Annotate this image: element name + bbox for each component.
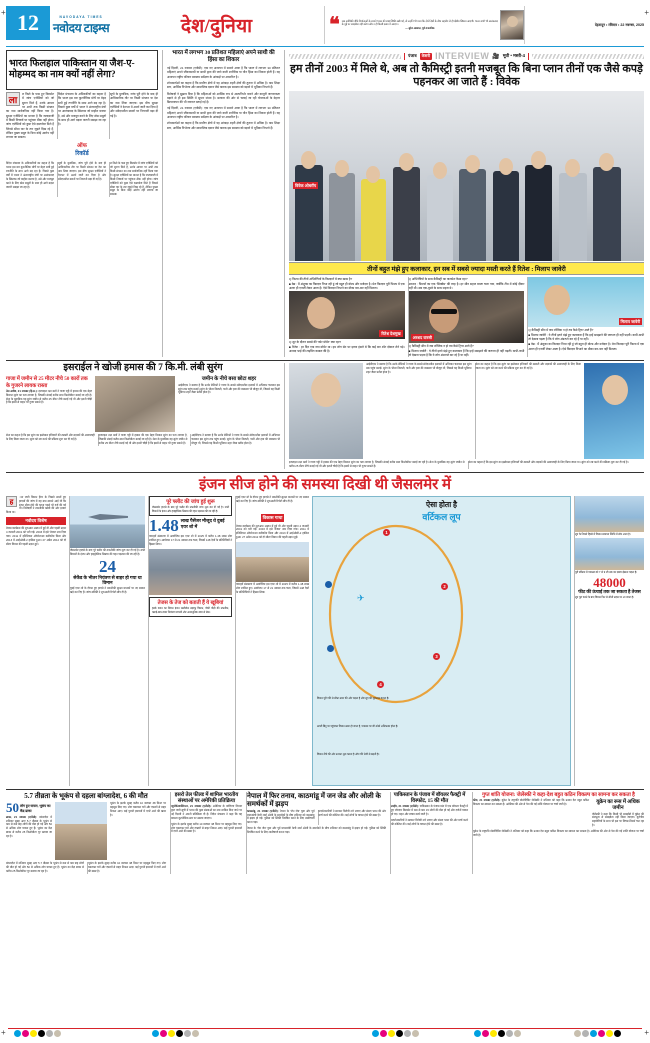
loop-step-6: 6	[325, 581, 332, 588]
logo-english-name: NAVODAYA TIMES	[59, 14, 103, 19]
story-pakistan	[390, 792, 468, 874]
off-record-logo	[6, 141, 158, 160]
tejas-features-box	[149, 597, 232, 617]
interview-banner	[289, 50, 644, 62]
middle-body-4: नई दिल्ली, 21 नवम्बर (एजेंसी): एक नए अध्ययन में सामने आया है कि भारत में लगभग 30 प्रतिशत महिलाएं अपने जीवनसाथी या साथी द्वारा की जाने वाली शारीरिक या यौन हिंसा का शिकार होती हैं। यह अध्ययन राष्ट्रीय परिवार स्वास्थ्य सर्वेक्षण के आंकड़ों पर आधारित है।	[167, 106, 280, 120]
portrait-milap	[528, 277, 644, 327]
left-headline: भारत फिलहाल पाकिस्तान या जैश-ए-मोहम्मद का नाम क्यों नहीं लेगा?	[9, 58, 135, 80]
stat-148-value: 1.48	[149, 516, 179, 536]
loop-title-2: वर्टिकल लूप	[422, 511, 461, 522]
left-extra-2: सूत्रों के मुताबिक, जांच पूरी होने के बाद ही आधिकारिक तौर पर किसी संगठन या देश का नाम लिया जाएगा। इस बीच सुरक्षा एजेंसियों ने देशभर में अलर्ट जारी कर दिया है और संवेदनशील स्थानों पर निगरानी बढ़ा दी गई है।	[57, 162, 106, 197]
registration-cross-left: +	[1, 1028, 6, 1037]
editorial-quote	[324, 6, 524, 44]
left-body-1: ल किले के पास हुए विस्फोट में जांच एजेंसियों को जो सुराग मिले हैं, उनके आधार पर अभी तक किसी संगठन का नाम सार्वजनिक नहीं किया गया है। सुरक्षा एजेंसियों का मानना है कि जल्दबाजी में किसी निष्कर्ष पर पहुंचना ठीक नहीं होगा। जांच एजेंसियों को कुछ ऐसे दस्तावेज मिले हैं जिनसे सीमा पार के तार जुड़ते दिख रहे हैं, लेकिन पुख्ता सबूत के बिना कोई आरोप नहीं लगाया जा सकता।	[6, 92, 54, 140]
qa-3-q: Q कैमिस्ट्री सीन में जब लॉजिक न हो तब कैसे ट्रिगर आते हैं?	[408, 344, 474, 349]
bottom-divider	[6, 789, 644, 790]
middle-body-3: विशेषज्ञों ने सुझाव दिया है कि महिलाओं को आर्थिक रूप से आत्मनिर्भर बनाने और कानूनी जागरूकता बढ़ाने से ही इस स्थिति में सुधार संभव है। सरकार की ओर से चलाई जा रही योजनाओं के बेहतर क्रियान्वयन की भी जरूरत बताई गई है।	[167, 91, 280, 105]
sunglasses-icon	[431, 309, 457, 314]
vikas-gatha-title: विकास गाथा	[262, 514, 283, 520]
caption-arshad: अरशद वारसी	[412, 334, 432, 340]
zelensky-body-3: यूक्रेन के राष्ट्रपति वोलोदिमिर जेलेंस्की ने शनिवार को कहा कि उनका देश बहुत कठिन विकल्प का सामना कर सकता है। अमेरिका की ओर से पेश की गई शांति योजना पर चर्चा जारी है।	[473, 830, 644, 837]
top-section	[6, 50, 644, 357]
caption-milap: मिलाप जावेरी	[620, 318, 641, 324]
left-extra-3: ल किले के पास हुए विस्फोट में जांच एजेंसियों को जो सुराग मिले हैं, उनके आधार पर अभी तक किसी संगठन का नाम सार्वजनिक नहीं किया गया है। सुरक्षा एजेंसियों का मानना है कि जल्दबाजी में किसी निष्कर्ष पर पहुंचना ठीक नहीं होगा। जांच एजेंसियों को कुछ ऐसे दस्तावेज मिले हैं जिनसे सीमा पार के तार जुड़ते दिख रहे हैं, लेकिन पुख्ता सबूत के बिना कोई आरोप नहीं लगाया जा सकता।	[110, 162, 158, 197]
interview-group-photo	[289, 91, 644, 261]
loop-step-1: 1	[383, 529, 390, 536]
loop-side-text-2: पूरी प्रक्रिया में पायलट को 7 से 9 जी तक का दबाव झेलना पड़ता है।	[575, 571, 638, 575]
registration-bar	[0, 1028, 650, 1039]
info-col2-body: जैसलमेर हादसे के बाद पूरे फ्लीट की तकनीकी जांच शुरू कर दी गई है। सभी विमानों के इंजन और हाइड्रोलिक सिस्टम की गहन पड़ताल की जा रही है।	[70, 548, 145, 556]
banner-tag-punjab: पंजाब	[408, 53, 417, 58]
loop-side-text-3: लूप पूरा करने के बाद विमान फिर से सीधी उड़ान पर आ जाता है।	[575, 595, 634, 599]
info-col-1	[6, 496, 66, 786]
loop-step-4: 4	[377, 681, 384, 688]
israel-dateline: तेल अवीव, 21 नवम्बर (हि.स.):	[6, 389, 38, 393]
masthead-rule	[6, 46, 644, 47]
story-nepal	[246, 792, 386, 874]
info-col4-body: दुबई एयर शो के दौरान हुए हादसे ने तकनीकी सुरक्षा मानकों पर नए सवाल खड़े कर दिए हैं। जांच समिति ने शुरुआती रिपोर्ट सौंप दी है।	[236, 495, 309, 503]
qa-2-q: Q अभिनेत्रियों के साथ कैमिस्ट्री का तालमेल कैसा रहा?	[408, 277, 468, 282]
info-intro: ाल जारी विमान हैंगर के पिछले सालों हुए हादसों की जांच में यह बात सामने आई थी कि इंजन सीज होने की घटना पहले भी दर्ज की गई थी। विशेषज्ञों ने तकनीकी खामी की ओर इशारा किया था।	[6, 495, 66, 515]
qa-2-a: अरशद : फिल्मों का एक 'सिक्वेंस' की तरह है। हर सीन सहज बनता चला गया, क्योंकि टीम में कोई दीवार नहीं थी। सब एक-दूसरे के साथ सहज थे।	[408, 281, 525, 290]
interview-headline: हम तीनों 2003 में मिले थे, अब तो कैमिस्ट्री इतनी मजबूत कि बिना प्लान तीनों एक जैसे कपड़े पहनकर आ जाते हैं : विवेक	[290, 63, 643, 89]
left-extra-1: विदेश मंत्रालय के अधिकारियों का कहना है कि भारत इस बार कूटनीतिक मोर्चे पर बेहद सधी हुई रणनीति के साथ आगे बढ़ रहा है। पिछले कुछ वर्षों में भारत ने अंतरराष्ट्रीय मंचों पर आतंकवाद के खिलाफ जो माहौल बनाया है, उसे और मजबूत करने के लिए ठोस सबूतों के साथ ही आगे बढ़ना जरूरी समझा जा रहा है।	[6, 162, 54, 189]
qa-col-1	[289, 277, 405, 357]
stat-148-label: लाख पैसेंजर मौजूद थे दुबई एयर शो में	[180, 518, 225, 529]
info-col-6	[574, 496, 644, 786]
airshow-photo-2	[236, 542, 309, 582]
banner-bar-right	[528, 53, 529, 60]
isro-body: अमेरिका के वाणिज्य विभाग द्वारा जारी सूची में भारत की कुछ संस्थाओं का नाम शामिल किए जाने पर नई दिल्ली ने अपनी प्रतिक्रिया दी है। विदेश मंत्रालय ने कहा कि यह मामला कूटनीतिक स्तर पर उठाया जाएगा।	[171, 805, 243, 820]
loop-step-text-2: ऊपरी बिंदु पर पहुंचकर विमान उल्टा हो जाता है, पायलट पर जी-फोर्स अधिकतम होता है।	[317, 724, 399, 728]
loop-step-5: 5	[327, 645, 334, 652]
israel-story	[6, 363, 280, 469]
pakistan-dateline: लाहौर, 21 नवम्बर (एजेंसी):	[391, 805, 419, 809]
infographic-body	[6, 496, 644, 786]
zelensky-dateline: कीव, 21 नवम्बर (एजेंसी):	[473, 799, 501, 803]
jet-silhouette-icon	[88, 514, 128, 520]
qa-col-2	[408, 277, 525, 357]
logo-hindi-name: नवोदय टाइम्स	[53, 20, 110, 35]
bangladesh-body-4: भूकंप के झटके सुबह करीब 10 बजकर 38 मिनट पर महसूस किए गए। लोग घबराकर घरों और दफ्तरों से बाहर निकल आए। कई पुरानी इमारतों में दरारें आने की खबर है।	[88, 862, 166, 874]
fighter-jet-photo	[70, 496, 145, 548]
loop-side-text-1: लूप के निचले हिस्से में विमान सामान्य स्थिति में लौट आता है।	[575, 532, 631, 536]
banner-bar-left	[404, 53, 405, 60]
interview-yellow-strip: तीनों बहुत मंझे हुए कलाकार, इन सब में सबसे ज्यादा मस्ती करते हैं रितेश : मिलाप जावेरी	[289, 262, 644, 275]
info-col-3	[148, 496, 232, 786]
info-col1-more: तेजस कार्यक्रम की शुरुआत 1983 में हुई थी और पहली उड़ान 4 जनवरी 2001 को भरी गई। 2003 में इसे 'तेजस' नाम दिया गया। 2011 में इनिशियल ऑपरेशनल क्लीयरेंस मिला और 2013 में आईओसी-2 हासिल हुआ। 27 अप्रैल 2012 को दो सीटर विमान की पहली उड़ान हुई।	[6, 527, 66, 546]
zelensky-kicker: गुप्त शांति योजना: जेलेंस्की ने कहा-देश बहुत कठिन विकल्प का सामना कर सकता है	[482, 791, 635, 798]
left-headline-box	[6, 50, 158, 90]
cmyk-group-3	[372, 1030, 419, 1037]
middle-body-1: नई दिल्ली, 21 नवम्बर (एजेंसी): एक नए अध्ययन में सामने आया है कि भारत में लगभग 30 प्रतिशत महिलाएं अपने जीवनसाथी या साथी द्वारा की जाने वाली शारीरिक या यौन हिंसा का शिकार होती हैं। यह अध्ययन राष्ट्रीय परिवार स्वास्थ्य सर्वेक्षण के आंकड़ों पर आधारित है।	[167, 65, 280, 79]
qa-0-q: Q फिल्म की तीनों अभिनेत्रियों के किरदारों में क्या खास है?	[289, 277, 353, 282]
middle-body-5: शोधकर्ताओं का कहना है कि ग्रामीण क्षेत्रों में यह आंकड़ा शहरी क्षेत्रों की तुलना में अधिक है। कम शिक्षा स्तर, आर्थिक निर्भरता और सामाजिक दबाव जैसे कारक इस समस्या को बढ़ाने में भूमिका निभाते हैं।	[167, 121, 280, 130]
tejas-features-text: हल्के वजन का सिंगल इंजन मल्टीरोल लड़ाकू विमान, चौथी पीढ़ी की तकनीक, फ्लाई-बाय-वायर नियंत्रण प्रणाली और अत्याधुनिक रडार से लैस।	[152, 607, 229, 614]
qa-col-3	[527, 277, 644, 357]
infographic-headline: इंजन सीज होने की समस्या दिखी थी जैसलमेर में	[198, 476, 452, 493]
zelensky-headline	[473, 792, 644, 798]
fleet-check-text: जैसलमेर हादसे के बाद पूरे फ्लीट की तकनीकी जांच शुरू कर दी गई है। सभी विमानों के इंजन और हाइड्रोलिक सिस्टम की गहन पड़ताल की जा रही है।	[152, 506, 229, 513]
israel-section	[6, 363, 644, 469]
israel-side-body-1: आईडीएफ ने बताया है कि उनके सैनिकों ने गाजा के सबसे संवेदनशील इलाकों में अभियान चलाकर इस सुरंग तक पहुंच बनाई। सुरंग के भीतर बिजली, पानी और हवा की व्यवस्था भी मौजूद थी, जिससे यह किसी भूमिगत शहर जैसा प्रतीत होता है।	[366, 363, 472, 374]
portrait-ritesh	[289, 291, 405, 339]
left-body-3: सूत्रों के मुताबिक, जांच पूरी होने के बाद ही आधिकारिक तौर पर किसी संगठन या देश का नाम लिया जाएगा। इस बीच सुरक्षा एजेंसियों ने देशभर में अलर्ट जारी कर दिया है और संवेदनशील स्थानों पर निगरानी बढ़ा दी गई है।	[110, 92, 158, 118]
quote-text: जब अमेरिकी नीति निर्माताओं के सामने भारत की स्पष्ट स्थिति रखी गई, तो उन्होंने भी माना कि दोनों देशों के बीच सहयोग से ही क्षेत्रीय स्थिरता आएगी। भारत कभी भी आतंकवाद के मुद्दे पर समझौता नहीं करेगा और न ही किसी दबाव में आएगा।	[341, 19, 498, 26]
caption-vivek: विवेक ओबरॉय	[295, 182, 317, 188]
off-record-line1: ऑफ	[77, 143, 87, 150]
loop-step-text-1: विमान पूरी गति से सीधा ऊपर की ओर चढ़ता है और लूप की शुरुआत करता है।	[317, 696, 390, 700]
bangladesh-body-3: बांग्लादेश में शनिवार सुबह आए 5.7 तीव्रता के भूकंप से कम से कम छह लोगों की मौत हो गई और 50 से अधिक लोग घायल हुए हैं। भूकंप का केंद्र ढाका से करीब 25 किलोमीटर दूर बताया जा रहा है।	[6, 862, 84, 874]
left-body-2: विदेश मंत्रालय के अधिकारियों का कहना है कि भारत इस बार कूटनीतिक मोर्चे पर बेहद सधी हुई रणनीति के साथ आगे बढ़ रहा है। पिछले कुछ वर्षों में भारत ने अंतरराष्ट्रीय मंचों पर आतंकवाद के खिलाफ जो माहौल बनाया है, उसे और मजबूत करने के लिए ठोस सबूतों के साथ ही आगे बढ़ना जरूरी समझा जा रहा है।	[58, 92, 106, 127]
loop-photo-2	[575, 538, 644, 570]
bangladesh-photo	[55, 802, 107, 860]
info-dropcap: ह	[6, 496, 17, 507]
qa-0-a: ■ वेद्य : मैं अंशुका का किरदार निभा रही हूं जो बहुत ही बोल्ड और मजेदार है। मेरा किरदार पूरी फिल्म में एक अलग ही एनर्जी लेकर आता है। ऐसे किरदार निभाने का मौका बार-बार नहीं मिलता।	[289, 281, 405, 290]
banner-interview-word: INTERVIEW	[435, 51, 490, 61]
banner-hatch-left	[289, 54, 401, 59]
bangladesh-stat-label: लोग हुए घायल, भूकंप का केंद्र ढाका	[20, 804, 51, 813]
qa-1-a: ■ रितेश : हर दिन एक नया मोमेंट था। हम लोग सेट पर इतना हंसते थे कि कई बार शॉट दोबारा लेने पड़े। अरशद भाई की टाइमिंग कमाल की है।	[289, 344, 405, 353]
side-portrait-2	[584, 363, 644, 459]
left-dropcap: ला	[6, 92, 20, 106]
qa-3-a: ■ मिलाप जावेरी : ये तीनों इतने मंझे हुए कलाकार हैं कि इन्हें समझाने की जरूरत ही नहीं पड़ती। कभी-कभी तो देखना पड़ता है कि ये लोग अंडरप्ले कर रहे हैं या नहीं।	[408, 348, 525, 357]
isro-headline: इसरो तेल फील्ड में शामिल भारतीय संस्थाओं पर अमेरिकी प्रतिक्रिया	[174, 791, 239, 805]
columnist-photo	[500, 10, 524, 40]
video-camera-icon: 🎥	[492, 53, 500, 60]
israel-side-body-4: सेना का कहना है कि इस सुरंग का इस्तेमाल हथियारों की तस्करी और लड़ाकों की आवाजाही के लिए किया जाता था। सुरंग को नष्ट करने की प्रक्रिया शुरू कर दी गई है।	[468, 461, 645, 469]
stat-24-label: सेकेंड के भीतर नियंत्रण से बाहर हो गया था विमान	[73, 574, 142, 586]
infographic-header	[6, 473, 644, 494]
qa-3b-q: Q कैमिस्ट्री सीन में जब लॉजिक न हो तब कैसे ट्रिगर आते हैं?	[528, 328, 594, 333]
israel-divider	[6, 360, 644, 361]
interview-section	[284, 50, 644, 357]
israel-body-4: इजराइल रक्षा बलों ने गाजा पट्टी में हमास की एक बेहद विशाल सुरंग का पता लगाया है, जिसकी लंबाई करीब सात किलोमीटर बताई जा रही है। सेना के मुताबिक यह सुरंग जमीन से करीब 25 मीटर नीचे बनाई गई थी और इतनी चौड़ी है कि इसमें से वाहन भी गुजर सकते हैं।	[98, 434, 188, 446]
section-title	[109, 6, 324, 44]
bangladesh-stat-value: 50	[6, 800, 19, 816]
loop-jet-icon: ✈	[357, 592, 365, 603]
bangladesh-headline: 5.7 तीव्रता के भूकंप से दहला बांग्लादेश, 6 की मौत	[24, 791, 148, 800]
israel-headline: इसराईल ने खोजी हमास की 7 कि.मी. लंबी सुरंग	[63, 363, 223, 374]
pakistan-body: पाकिस्तान के पंजाब प्रांत में एक बॉयलर फैक्ट्री में हुए जोरदार विस्फोट में कम से कम 15 लोगों की मौत हो गई और दर्जनों घायल हो गए। राहत और बचाव कार्य जारी है।	[391, 805, 469, 817]
nepal-headline: नेपाल में फिर तनाव, काठमांडू में जन जेड और ओली के समर्थकों में झड़प	[247, 791, 381, 809]
banner-movie-label: मूवी • मस्ती-4	[502, 53, 525, 58]
isro-body-2: भूकंप के झटके सुबह करीब 10 बजकर 38 मिनट पर महसूस किए गए। लोग घबराकर घरों और दफ्तरों से बाहर निकल आए। कई पुरानी इमारतों में दरारें आने की खबर है।	[171, 822, 242, 834]
israel-body-2: आईडीएफ ने बताया है कि उनके सैनिकों ने गाजा के सबसे संवेदनशील इलाकों में अभियान चलाकर इस सुरंग तक पहुंच बनाई। सुरंग के भीतर बिजली, पानी और हवा की व्यवस्था भी मौजूद थी, जिससे यह किसी भूमिगत शहर जैसा प्रतीत होता है।	[178, 383, 280, 395]
stat-48000-value: 48000	[593, 574, 626, 590]
stat-48000-label: फीट की ऊंचाई तक जा सकता है तेजस	[578, 589, 641, 595]
fleet-check-title: पूरे फ्लीट की जांच हुई शुरू	[166, 498, 215, 505]
qa-0b-a: ■ वेद्य : मैं अंशुका का किरदार निभा रही हूं जो बहुत ही बोल्ड और मजेदार है। मेरा किरदार पूरी फिल्म में एक अलग ही एनर्जी लेकर आता है। ऐसे किरदार निभाने का मौका बार-बार नहीं मिलता।	[528, 342, 645, 351]
info-col-4	[235, 496, 309, 786]
info-col-2	[69, 496, 145, 786]
info-col2-body2: दुबई एयर शो के दौरान हुए हादसे ने तकनीकी सुरक्षा मानकों पर नए सवाल खड़े कर दिए हैं। जांच समिति ने शुरुआती रिपोर्ट सौंप दी है।	[70, 586, 145, 594]
loop-photo-1	[575, 496, 644, 532]
loop-step-2: 2	[441, 583, 448, 590]
nepal-dateline: काठमांडू, 21 नवम्बर (एजेंसी):	[247, 809, 279, 813]
cmyk-group-5	[574, 1030, 621, 1037]
info-col4-body2: ग्यारहवें संस्करण में आयोजित इस एयर शो में 2025 में करीब 1.48 लाख लोग शामिल हुए। आयोजन 17 से 21 नवम्बर तक चला, जिसमें 148 देशों के प्रतिनिधियों ने हिस्सा लिया।	[236, 583, 309, 594]
newspaper-logo	[53, 6, 109, 44]
vikas-gatha-text: तेजस कार्यक्रम की शुरुआत 1983 में हुई थी और पहली उड़ान 4 जनवरी 2001 को भरी गई। 2003 में इसे 'तेजस' नाम दिया गया। 2011 में इनिशियल ऑपरेशनल क्लीयरेंस मिला और 2013 में आईओसी-2 हासिल हुआ। 27 अप्रैल 2012 को दो सीटर विमान की पहली उड़ान हुई।	[236, 524, 309, 540]
israel-body-5: आईडीएफ ने बताया है कि उनके सैनिकों ने गाजा के सबसे संवेदनशील इलाकों में अभियान चलाकर इस सुरंग तक पहुंच बनाई। सुरंग के भीतर बिजली, पानी और हवा की व्यवस्था भी मौजूद थी, जिससे यह किसी भूमिगत शहर जैसा प्रतीत होता है।	[191, 434, 281, 446]
middle-body-2: शोधकर्ताओं का कहना है कि ग्रामीण क्षेत्रों में यह आंकड़ा शहरी क्षेत्रों की तुलना में अधिक है। कम शिक्षा स्तर, आर्थिक निर्भरता और सामाजिक दबाव जैसे कारक इस समस्या को बढ़ाने में भूमिका निभाते हैं।	[167, 80, 280, 90]
bangladesh-body-2: भूकंप के झटके सुबह करीब 10 बजकर 38 मिनट पर महसूस किए गए। लोग घबराकर घरों और दफ्तरों से बाहर निकल आए। कई पुरानी इमारतों में दरारें आने की खबर है।	[110, 802, 166, 817]
loop-title-1: ऐसा होता है	[425, 499, 458, 509]
israel-side-body-2: सेना का कहना है कि इस सुरंग का इस्तेमाल हथियारों की तस्करी और लड़ाकों की आवाजाही के लिए किया जाता था। सुरंग को नष्ट करने की प्रक्रिया शुरू कर दी गई है।	[475, 363, 582, 459]
middle-kicker: भारत में लगभग 30 प्रतिशत महिलाएं अपने साथी की हिंसा का शिकार	[172, 50, 275, 63]
side-portrait-1	[289, 363, 363, 459]
loop-step-text-3: विमान नीचे की ओर उतरना शुरू करता है और गति तेजी से बढ़ती है।	[317, 752, 380, 756]
qa-1-q: Q शूट के दौरान सबसे की 'कोर मोमेंट' क्या रहा?	[289, 340, 342, 345]
pakistan-headline: पाकिस्तान के पंजाब में बॉयलर फैक्ट्री में विस्फोट, 15 की मौत	[393, 791, 466, 805]
nepal-body-2: प्रदर्शनकारियों ने सरकार विरोधी नारे लगाए और संसद भवन की ओर मार्च करने की कोशिश की। कई लोगों के घायल होने की खबर है।	[318, 810, 387, 825]
bottom-section	[6, 792, 644, 874]
story-isro	[170, 792, 242, 874]
isro-dateline: न्यूयॉर्क/वाशिंगटन, 21 नवम्बर (एजेंसी):	[171, 805, 212, 809]
section-title-text: देश/दुनिया	[180, 16, 253, 37]
dateline: देहरादून • रविवार • 22 नवम्बर, 2025	[524, 6, 644, 44]
israel-body-1: इजराइल रक्षा बलों ने गाजा पट्टी में हमास की एक बेहद विशाल सुरंग का पता लगाया है, जिसकी लंबाई करीब सात किलोमीटर बताई जा रही है। सेना के मुताबिक यह सुरंग जमीन से करीब 25 मीटर नीचे बनाई गई थी और इतनी चौड़ी है कि इसमें से वाहन भी गुजर सकते हैं।	[6, 389, 93, 405]
interview-qa-block	[289, 277, 644, 357]
israel-body-3: सेना का कहना है कि इस सुरंग का इस्तेमाल हथियारों की तस्करी और लड़ाकों की आवाजाही के लिए किया जाता था। सुरंग को नष्ट करने की प्रक्रिया शुरू कर दी गई है।	[6, 434, 95, 442]
bangladesh-body-1: बांग्लादेश में शनिवार सुबह आए 5.7 तीव्रता के भूकंप से कम से कम छह लोगों की मौत हो गई और 50 से अधिक लोग घायल हुए हैं। भूकंप का केंद्र ढाका से करीब 25 किलोमीटर दूर बताया जा रहा है।	[6, 815, 52, 838]
stat-24-value: 24	[99, 556, 116, 576]
israel-side-body-3: इजराइल रक्षा बलों ने गाजा पट्टी में हमास की एक बेहद विशाल सुरंग का पता लगाया है, जिसकी लंबाई करीब सात किलोमीटर बताई जा रही है। सेना के मुताबिक यह सुरंग जमीन से करीब 25 मीटर नीचे बनाई गई थी और इतनी चौड़ी है कि इसमें से वाहन भी गुजर सकते हैं।	[289, 461, 465, 469]
nepal-body-3: नेपाल के 'जेन जेड' युवा और पूर्व प्रधानमंत्री केपी शर्मा ओली के समर्थकों के बीच शनिवार को काठमांडू में झड़प हो गई। पुलिस को स्थिति नियंत्रित करने के लिए लाठीचार्ज करना पड़ा।	[247, 827, 386, 834]
cmyk-group-2	[152, 1030, 199, 1037]
zelensky-body-1: यूक्रेन के राष्ट्रपति वोलोदिमिर जेलेंस्की ने शनिवार को कहा कि उनका देश बहुत कठिन विकल्प का सामना कर सकता है। अमेरिका की ओर से पेश की गई शांति योजना पर चर्चा जारी है।	[473, 799, 590, 807]
zelensky-side-head: यूक्रेन का रूस में अधिक जमीन	[596, 799, 640, 812]
qa-3b-a: ■ मिलाप जावेरी : ये तीनों इतने मंझे हुए कलाकार हैं कि इन्हें समझाने की जरूरत ही नहीं पड़ती। कभी-कभी तो देखना पड़ता है कि ये लोग अंडरप्ले कर रहे हैं या नहीं।	[528, 332, 645, 341]
middle-column	[162, 50, 280, 357]
banner-hatch-right	[532, 54, 644, 59]
airshow-crowd-photo	[149, 549, 232, 595]
tejas-features-title: तेजस के तेज को बताती हैं ये खूबियां	[157, 599, 224, 606]
left-body-col3	[109, 92, 158, 139]
left-column	[6, 50, 158, 357]
crop-mark-top-right: +	[644, 8, 649, 17]
navodaya-special-badge: नवोदय विशेष	[6, 517, 66, 525]
bangladesh-dateline: ढाका, 21 नवम्बर (एजेंसी):	[6, 815, 37, 819]
story-zelensky	[472, 792, 644, 874]
pakistan-body-2: प्रदर्शनकारियों ने सरकार विरोधी नारे लगाए और संसद भवन की ओर मार्च करने की कोशिश की। कई लोगों के घायल होने की खबर है।	[391, 818, 468, 826]
israel-subhead-right: जमीन के नीचे बसा छोटा शहर	[201, 376, 257, 383]
page-number: 12	[6, 6, 50, 40]
registration-line	[8, 1028, 642, 1029]
registration-cross-right: +	[644, 1028, 649, 1037]
caption-ritesh: रितेश देशमुख	[381, 330, 401, 336]
zelensky-body-2: जेलेंस्की ने कहा कि किसी भी समझौते में यूक्रेन की संप्रभुता से समझौता नहीं किया जाएगा। यूरोपीय सहयोगियों के साथ भी इस पर विचार-विमर्श चल रहा है।	[592, 812, 644, 828]
israel-tunnel-photo	[95, 376, 175, 432]
loop-step-3: 3	[433, 653, 440, 660]
portrait-arshad	[409, 291, 525, 343]
story-bangladesh	[6, 792, 166, 874]
vertical-loop-panel	[312, 496, 571, 786]
crop-mark-top-left: +	[1, 8, 6, 17]
left-body-col2	[57, 92, 106, 139]
fleet-check-box	[149, 496, 232, 516]
off-record-line2: रिकॉर्ड	[75, 151, 89, 158]
loop-diagram	[321, 519, 471, 709]
cmyk-group-4	[474, 1030, 521, 1037]
masthead	[6, 0, 644, 44]
cmyk-group-1	[14, 1030, 61, 1037]
banner-tag-kesari: केसरी	[421, 53, 431, 58]
israel-side-column	[284, 363, 644, 469]
nepal-body-1: नेपाल के 'जेन जेड' युवा और पूर्व प्रधानमंत्री केपी शर्मा ओली के समर्थकों के बीच शनिवार को काठमांडू में झड़प हो गई। पुलिस को स्थिति नियंत्रित करने के लिए लाठीचार्ज करना पड़ा।	[247, 809, 315, 825]
israel-subhead-left: गाजा में जमीन से 25 मीटर नीचे 50 कारों तक के गुजरने लायक रास्ता	[6, 376, 88, 389]
quote-author: — सुरेश अग्रवाल, पूर्व राजनयिक	[405, 27, 435, 31]
stat-148-note: ग्यारहवें संस्करण में आयोजित इस एयर शो में 2025 में करीब 1.48 लाख लोग शामिल हुए। आयोजन 17 से 21 नवम्बर तक चला, जिसमें 148 देशों के प्रतिनिधियों ने हिस्सा लिया।	[149, 535, 232, 546]
quote-mark-icon: ❝	[329, 14, 340, 36]
